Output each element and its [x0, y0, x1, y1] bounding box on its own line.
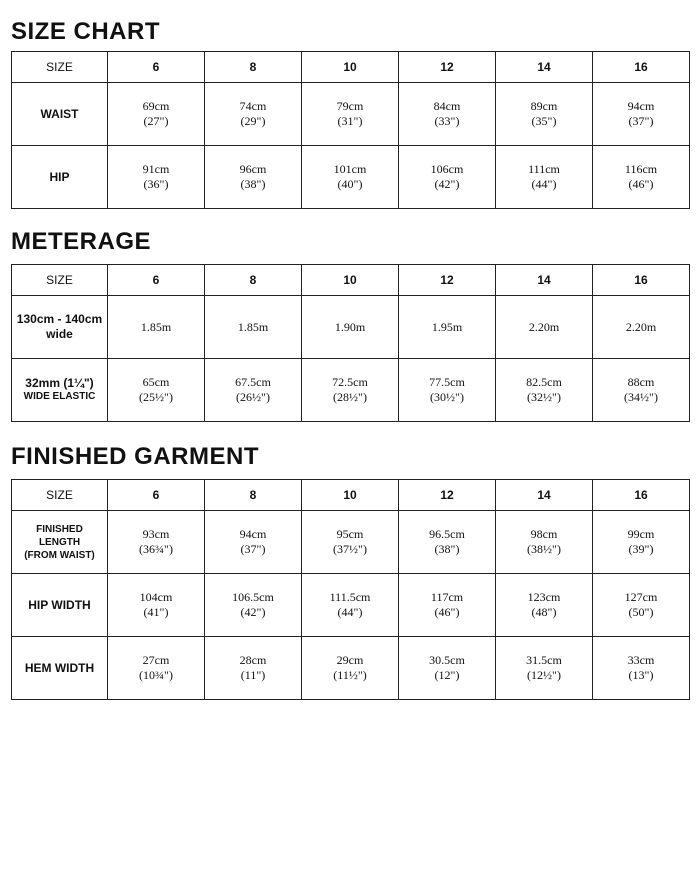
header-size-6: 6	[108, 265, 205, 296]
table-cell: 98cm (38½")	[496, 511, 593, 574]
row-label-hem-width: HEM WIDTH	[12, 637, 108, 700]
table-cell: 91cm (36")	[108, 146, 205, 209]
table-cell: 69cm (27")	[108, 83, 205, 146]
header-size-16: 16	[593, 265, 690, 296]
table-cell: 123cm (48")	[496, 574, 593, 637]
header-size-10: 10	[302, 52, 399, 83]
table-cell: 127cm (50")	[593, 574, 690, 637]
header-size-16: 16	[593, 52, 690, 83]
table-cell: 28cm (11")	[205, 637, 302, 700]
table-cell: 33cm (13")	[593, 637, 690, 700]
table-cell: 30.5cm (12")	[399, 637, 496, 700]
row-label-finished-length: FINISHED LENGTH (FROM WAIST)	[12, 511, 108, 574]
row-label-fabric-width: 130cm - 140cm wide	[12, 296, 108, 359]
header-size-6: 6	[108, 480, 205, 511]
table-cell: 1.85m	[205, 296, 302, 359]
meterage-header-row	[12, 265, 690, 296]
table-cell: 96.5cm (38")	[399, 511, 496, 574]
header-size-14: 14	[496, 265, 593, 296]
table-cell: 31.5cm (12½")	[496, 637, 593, 700]
table-cell: 79cm (31")	[302, 83, 399, 146]
table-row	[12, 511, 690, 574]
table-cell: 2.20m	[496, 296, 593, 359]
table-cell: 116cm (46")	[593, 146, 690, 209]
header-size-12: 12	[399, 52, 496, 83]
table-row	[12, 637, 690, 700]
size-chart-table	[11, 51, 690, 209]
table-cell: 95cm (37½")	[302, 511, 399, 574]
meterage-table	[11, 264, 690, 422]
table-cell: 93cm (36¾")	[108, 511, 205, 574]
header-size-8: 8	[205, 480, 302, 511]
header-size-10: 10	[302, 480, 399, 511]
header-size-6: 6	[108, 52, 205, 83]
table-row	[12, 83, 690, 146]
table-cell: 106.5cm (42")	[205, 574, 302, 637]
header-size-12: 12	[399, 265, 496, 296]
header-size-10: 10	[302, 265, 399, 296]
table-cell: 1.85m	[108, 296, 205, 359]
table-cell: 117cm (46")	[399, 574, 496, 637]
header-size: SIZE	[12, 265, 108, 296]
table-cell: 111.5cm (44")	[302, 574, 399, 637]
table-cell: 101cm (40")	[302, 146, 399, 209]
header-size-16: 16	[593, 480, 690, 511]
table-row	[12, 296, 690, 359]
header-size-8: 8	[205, 52, 302, 83]
table-cell: 96cm (38")	[205, 146, 302, 209]
header-size: SIZE	[12, 480, 108, 511]
table-cell: 94cm (37")	[593, 83, 690, 146]
row-label-hip-width: HIP WIDTH	[12, 574, 108, 637]
table-row	[12, 359, 690, 422]
table-cell: 77.5cm (30½")	[399, 359, 496, 422]
table-cell: 84cm (33")	[399, 83, 496, 146]
size-chart-header-row	[12, 52, 690, 83]
header-size: SIZE	[12, 52, 108, 83]
table-cell: 99cm (39")	[593, 511, 690, 574]
row-label-waist: WAIST	[12, 83, 108, 146]
table-cell: 88cm (34½")	[593, 359, 690, 422]
table-cell: 67.5cm (26½")	[205, 359, 302, 422]
header-size-8: 8	[205, 265, 302, 296]
table-row	[12, 146, 690, 209]
finished-garment-table	[11, 479, 690, 700]
table-cell: 72.5cm (28½")	[302, 359, 399, 422]
table-cell: 27cm (10¾")	[108, 637, 205, 700]
table-cell: 1.95m	[399, 296, 496, 359]
table-cell: 104cm (41")	[108, 574, 205, 637]
header-size-14: 14	[496, 52, 593, 83]
table-cell: 65cm (25½")	[108, 359, 205, 422]
table-row	[12, 574, 690, 637]
table-cell: 89cm (35")	[496, 83, 593, 146]
table-cell: 29cm (11½")	[302, 637, 399, 700]
table-cell: 94cm (37")	[205, 511, 302, 574]
table-cell: 106cm (42")	[399, 146, 496, 209]
meterage-title: METERAGE	[11, 228, 152, 255]
row-label-hip: HIP	[12, 146, 108, 209]
header-size-14: 14	[496, 480, 593, 511]
table-cell: 2.20m	[593, 296, 690, 359]
table-cell: 1.90m	[302, 296, 399, 359]
finished-garment-header-row	[12, 480, 690, 511]
table-cell: 74cm (29")	[205, 83, 302, 146]
table-cell: 82.5cm (32½")	[496, 359, 593, 422]
size-chart-title: SIZE CHART	[11, 18, 160, 45]
table-cell: 111cm (44")	[496, 146, 593, 209]
finished-garment-title: FINISHED GARMENT	[11, 443, 259, 470]
row-label-elastic: 32mm (1¼") WIDE ELASTIC	[12, 359, 108, 422]
header-size-12: 12	[399, 480, 496, 511]
